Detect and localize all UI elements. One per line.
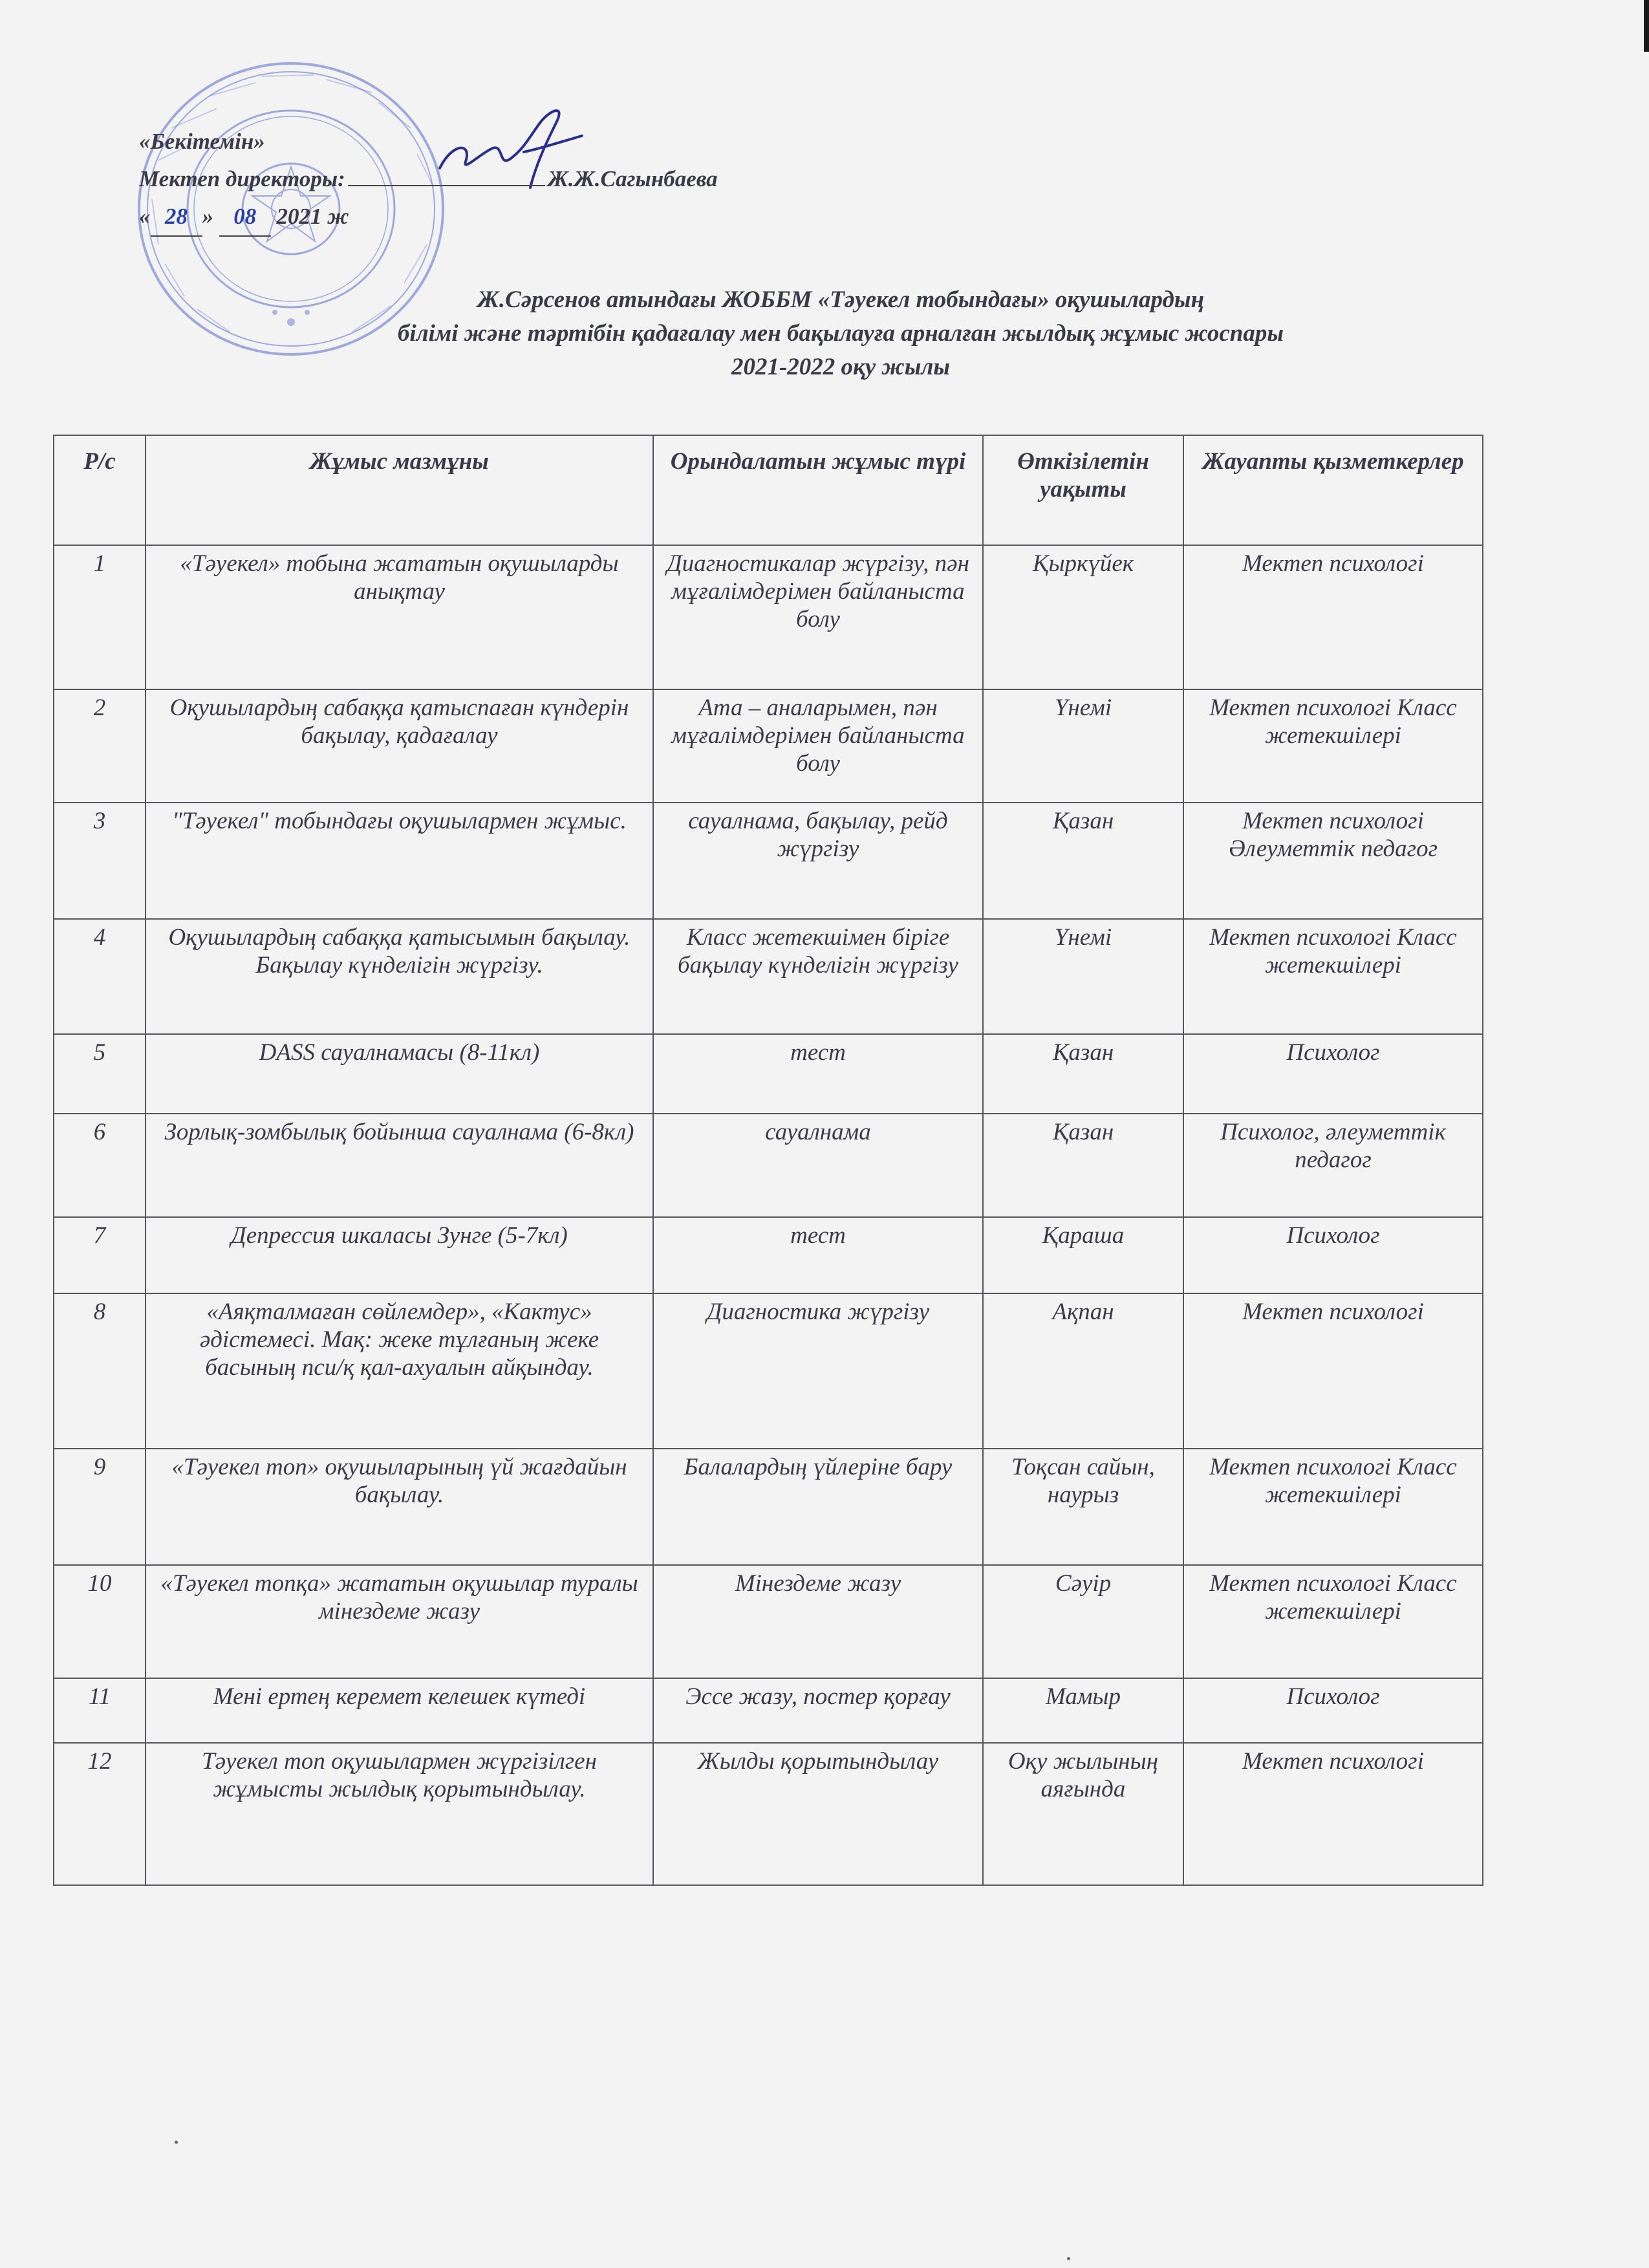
date-close-quote: » [202,204,213,229]
row-responsible: Мектеп психологі Класс жетекшілері [1183,1565,1483,1678]
row-responsible: Мектеп психологі Класс жетекшілері [1183,1449,1483,1565]
row-number: 6 [54,1114,146,1217]
row-responsible: Мектеп психологі Әлеуметтік педагог [1183,803,1483,919]
row-number: 9 [54,1449,146,1565]
row-time: Ақпан [983,1293,1183,1449]
row-content: Депрессия шкаласы Зунге (5-7кл) [146,1217,653,1293]
row-time: Үнемі [983,919,1183,1034]
row-number: 12 [54,1743,146,1885]
table-row [54,1114,1483,1217]
row-type: Балалардың үйлеріне бару [653,1449,983,1565]
row-type: Диагностикалар жүргізу, пән мұғалімдерімен байланыста болу [653,545,983,689]
row-responsible: Мектеп психологі [1183,1293,1483,1449]
row-number: 5 [54,1034,146,1114]
title-line-3: 2021-2022 оқу жылы [731,354,951,380]
table-row [54,1565,1483,1678]
row-content: «Тәуекел топ» оқушыларының үй жағдайын бақылау. [146,1449,653,1565]
row-number: 11 [54,1678,146,1743]
row-type: Жылды қорытындылау [653,1743,983,1885]
date-month: 08 [219,198,271,237]
row-responsible: Мектеп психологі [1183,545,1483,689]
row-time: Қазан [983,1114,1183,1217]
row-content: Оқушылардың сабаққа қатысымын бақылау. Бақылау күнделігін жүргізу. [146,919,653,1034]
table-row [54,1217,1483,1293]
header-responsible: Жауапты қызметкерлер [1183,435,1483,545]
row-number: 7 [54,1217,146,1293]
row-type: тест [653,1034,983,1114]
row-responsible: Психолог [1183,1217,1483,1293]
row-time: Қараша [983,1217,1183,1293]
row-number: 8 [54,1293,146,1449]
director-name: Ж.Ж.Сагынбаева [547,166,718,191]
row-number: 10 [54,1565,146,1678]
date-day: 28 [151,198,202,237]
page-edge [1644,0,1649,52]
row-number: 3 [54,803,146,919]
scan-speck [175,2141,178,2144]
date-open-quote: « [139,204,151,229]
table-row [54,1743,1483,1885]
row-responsible: Мектеп психологі Класс жетекшілері [1183,689,1483,803]
header-number: Р/с [54,435,146,545]
row-content: Оқушылардың сабаққа қатыспаған күндерін бақылау, қадағалау [146,689,653,803]
scan-speck [1067,2257,1070,2260]
table-header-row [54,435,1483,545]
row-content: Тәуекел топ оқушылармен жүргізілген жұмысты жылдық қорытындылау. [146,1743,653,1885]
row-content: "Тәуекел" тобындағы оқушылармен жұмыс. [146,803,653,919]
row-time: Тоқсан сайын, наурыз [983,1449,1183,1565]
row-type: Диагностика жүргізу [653,1293,983,1449]
header-content: Жұмыс мазмұны [146,435,653,545]
table-row [54,1293,1483,1449]
row-number: 2 [54,689,146,803]
table-row [54,803,1483,919]
table-row [54,689,1483,803]
table-row [54,1678,1483,1743]
row-responsible: Мектеп психологі [1183,1743,1483,1885]
row-type: сауалнама, бақылау, рейд жүргізу [653,803,983,919]
row-type: Эссе жазу, постер қорғау [653,1678,983,1743]
row-time: Қазан [983,803,1183,919]
row-time: Сәуір [983,1565,1183,1678]
row-responsible: Психолог, әлеуметтік педагог [1183,1114,1483,1217]
header-time: Өткізілетін уақыты [983,435,1183,545]
table-row [54,1034,1483,1114]
row-time: Қыркүйек [983,545,1183,689]
row-time: Оқу жылының аяғында [983,1743,1183,1885]
approval-block [139,123,718,237]
row-type: Ата – аналарымен, пән мұғалімдерімен байланыста болу [653,689,983,803]
row-type: тест [653,1217,983,1293]
table-row [54,545,1483,689]
row-responsible: Психолог [1183,1034,1483,1114]
table-row [54,1449,1483,1565]
row-type: сауалнама [653,1114,983,1217]
work-plan-table [53,435,1483,1886]
document-title [194,283,1487,384]
row-content: DASS сауалнамасы (8-11кл) [146,1034,653,1114]
row-responsible: Мектеп психологі Класс жетекшілері [1183,919,1483,1034]
row-number: 4 [54,919,146,1034]
title-line-1: Ж.Сәрсенов атындағы ЖОББМ «Тәуекел тобындағы» оқушылардың [477,286,1205,313]
signature-line [348,166,545,186]
row-content: Зорлық-зомбылық бойынша сауалнама (6-8кл) [146,1114,653,1217]
director-label: Мектеп директоры: [139,166,345,191]
row-number: 1 [54,545,146,689]
row-time: Мамыр [983,1678,1183,1743]
row-time: Қазан [983,1034,1183,1114]
table-row [54,919,1483,1034]
date-year: 2021 ж [276,204,349,229]
approval-heading: «Бекітемін» [139,129,265,154]
header-type: Орындалатын жұмыс түрі [653,435,983,545]
row-type: Класс жетекшімен біріге бақылау күнделігін жүргізу [653,919,983,1034]
row-responsible: Психолог [1183,1678,1483,1743]
row-type: Мінездеме жазу [653,1565,983,1678]
title-line-2: білімі және тәртібін қадағалау мен бақылауға арналған жылдық жұмыс жоспары [397,320,1284,347]
row-time: Үнемі [983,689,1183,803]
row-content: Мені ертең керемет келешек күтеді [146,1678,653,1743]
row-content: «Тәуекел» тобына жататын оқушыларды анықтау [146,545,653,689]
row-content: «Тәуекел топқа» жататын оқушылар туралы мінездеме жазу [146,1565,653,1678]
row-content: «Аяқталмаған сөйлемдер», «Кактус» әдістемесі. Мақ: жеке тұлғаның жеке басының пси/қ қал-ахуалын айқындау. [146,1293,653,1449]
